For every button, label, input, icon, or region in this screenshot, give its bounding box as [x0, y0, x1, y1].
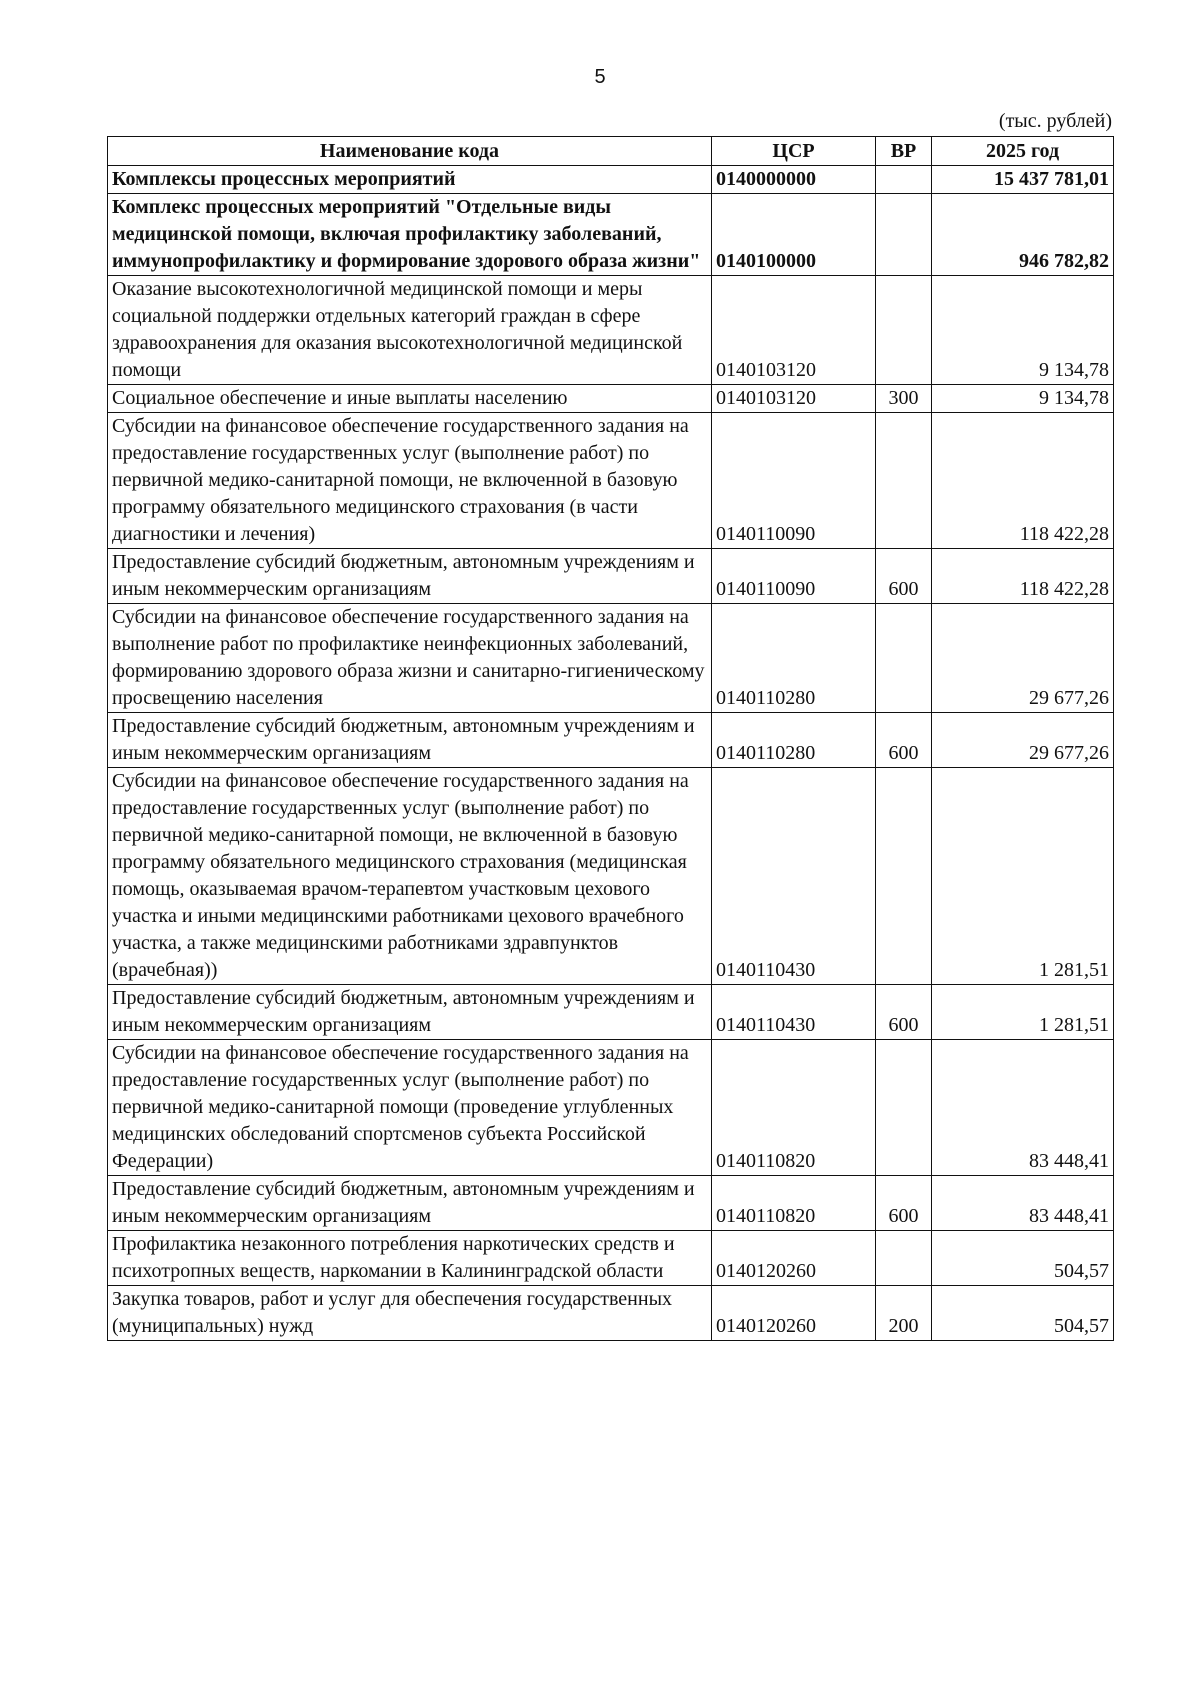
table-row: [108, 604, 1114, 713]
row-name-cell: Предоставление субсидий бюджетным, автономным учреждениям и иным некоммерческим организациям: [108, 985, 712, 1040]
row-vr-cell: [876, 413, 932, 549]
row-vr-cell: 200: [876, 1286, 932, 1341]
table-body: [108, 166, 1114, 1341]
row-name-cell: Комплекс процессных мероприятий "Отдельные виды медицинской помощи, включая профилактику заболеваний, иммунопрофилактику и формирование здорового образа жизни": [108, 194, 712, 276]
row-name-cell: Закупка товаров, работ и услуг для обеспечения государственных (муниципальных) нужд: [108, 1286, 712, 1341]
row-sum-cell: 83 448,41: [932, 1176, 1114, 1231]
header-vr: ВР: [876, 137, 932, 166]
row-vr-cell: [876, 1040, 932, 1176]
page-number: 5: [594, 66, 606, 88]
row-csr-cell: 0140110280: [712, 604, 876, 713]
row-vr-cell: [876, 604, 932, 713]
table-row: [108, 1040, 1114, 1176]
row-sum-cell: 9 134,78: [932, 385, 1114, 413]
row-name-cell: Субсидии на финансовое обеспечение государственного задания на предоставление государственных услуг (выполнение работ) по первичной медико-санитарной помощи, не включенной в базовую программу обязательного медицинского страхования (в части диагностики и лечения): [108, 413, 712, 549]
row-sum-cell: 118 422,28: [932, 413, 1114, 549]
row-csr-cell: 0140100000: [712, 194, 876, 276]
table-row: [108, 413, 1114, 549]
table-row: [108, 768, 1114, 985]
row-vr-cell: 300: [876, 385, 932, 413]
row-csr-cell: 0140120260: [712, 1231, 876, 1286]
row-sum-cell: 83 448,41: [932, 1040, 1114, 1176]
row-name-cell: Профилактика незаконного потребления наркотических средств и психотропных веществ, наркомании в Калининградской области: [108, 1231, 712, 1286]
row-csr-cell: 0140110090: [712, 413, 876, 549]
row-csr-cell: 0140110430: [712, 985, 876, 1040]
row-vr-cell: [876, 276, 932, 385]
table-row: [108, 1286, 1114, 1341]
row-sum-cell: 118 422,28: [932, 549, 1114, 604]
budget-table: [107, 136, 1114, 1341]
row-csr-cell: 0140110820: [712, 1040, 876, 1176]
header-name: Наименование кода: [108, 137, 712, 166]
row-name-cell: Субсидии на финансовое обеспечение государственного задания на предоставление государственных услуг (выполнение работ) по первичной медико-санитарной помощи (проведение углубленных медицинских обследований спортсменов субъекта Российской Федерации): [108, 1040, 712, 1176]
row-sum-cell: 504,57: [932, 1231, 1114, 1286]
row-csr-cell: 0140110090: [712, 549, 876, 604]
row-vr-cell: [876, 1231, 932, 1286]
row-name-cell: Социальное обеспечение и иные выплаты населению: [108, 385, 712, 413]
row-name-cell: Оказание высокотехнологичной медицинской помощи и меры социальной поддержки отдельных категорий граждан в сфере здравоохранения для оказания высокотехнологичной медицинской помощи: [108, 276, 712, 385]
row-vr-cell: 600: [876, 713, 932, 768]
row-csr-cell: 0140120260: [712, 1286, 876, 1341]
header-year: 2025 год: [932, 137, 1114, 166]
row-name-cell: Субсидии на финансовое обеспечение государственного задания на предоставление государственных услуг (выполнение работ) по первичной медико-санитарной помощи, не включенной в базовую программу обязательного медицинского страхования (медицинская помощь, оказываемая врачом-терапевтом участковым цехового участка и иными медицинскими работниками цехового врачебного участка, а также медицинскими работниками здравпунктов (врачебная)): [108, 768, 712, 985]
row-vr-cell: [876, 768, 932, 985]
row-name-cell: Предоставление субсидий бюджетным, автономным учреждениям и иным некоммерческим организациям: [108, 549, 712, 604]
row-csr-cell: 0140000000: [712, 166, 876, 194]
table-row: [108, 166, 1114, 194]
row-csr-cell: 0140103120: [712, 276, 876, 385]
row-csr-cell: 0140110820: [712, 1176, 876, 1231]
table-row: [108, 1231, 1114, 1286]
row-vr-cell: 600: [876, 1176, 932, 1231]
row-vr-cell: 600: [876, 549, 932, 604]
table-row: [108, 985, 1114, 1040]
table-row: [108, 549, 1114, 604]
row-vr-cell: 600: [876, 985, 932, 1040]
row-sum-cell: 29 677,26: [932, 713, 1114, 768]
table-row: [108, 713, 1114, 768]
row-sum-cell: 504,57: [932, 1286, 1114, 1341]
row-sum-cell: 1 281,51: [932, 768, 1114, 985]
table-row: [108, 385, 1114, 413]
row-name-cell: Предоставление субсидий бюджетным, автономным учреждениям и иным некоммерческим организациям: [108, 1176, 712, 1231]
table-row: [108, 276, 1114, 385]
row-sum-cell: 9 134,78: [932, 276, 1114, 385]
row-sum-cell: 29 677,26: [932, 604, 1114, 713]
row-name-cell: Предоставление субсидий бюджетным, автономным учреждениям и иным некоммерческим организациям: [108, 713, 712, 768]
row-csr-cell: 0140103120: [712, 385, 876, 413]
row-name-cell: Субсидии на финансовое обеспечение государственного задания на выполнение работ по профилактике неинфекционных заболеваний, формированию здорового образа жизни и санитарно-гигиеническому просвещению населения: [108, 604, 712, 713]
units-label: (тыс. рублей): [998, 110, 1112, 132]
row-vr-cell: [876, 166, 932, 194]
table-header-row: [108, 137, 1114, 166]
row-vr-cell: [876, 194, 932, 276]
header-csr: ЦСР: [712, 137, 876, 166]
row-csr-cell: 0140110430: [712, 768, 876, 985]
row-sum-cell: 946 782,82: [932, 194, 1114, 276]
table-row: [108, 1176, 1114, 1231]
row-name-cell: Комплексы процессных мероприятий: [108, 166, 712, 194]
row-sum-cell: 15 437 781,01: [932, 166, 1114, 194]
row-csr-cell: 0140110280: [712, 713, 876, 768]
table-row: [108, 194, 1114, 276]
row-sum-cell: 1 281,51: [932, 985, 1114, 1040]
